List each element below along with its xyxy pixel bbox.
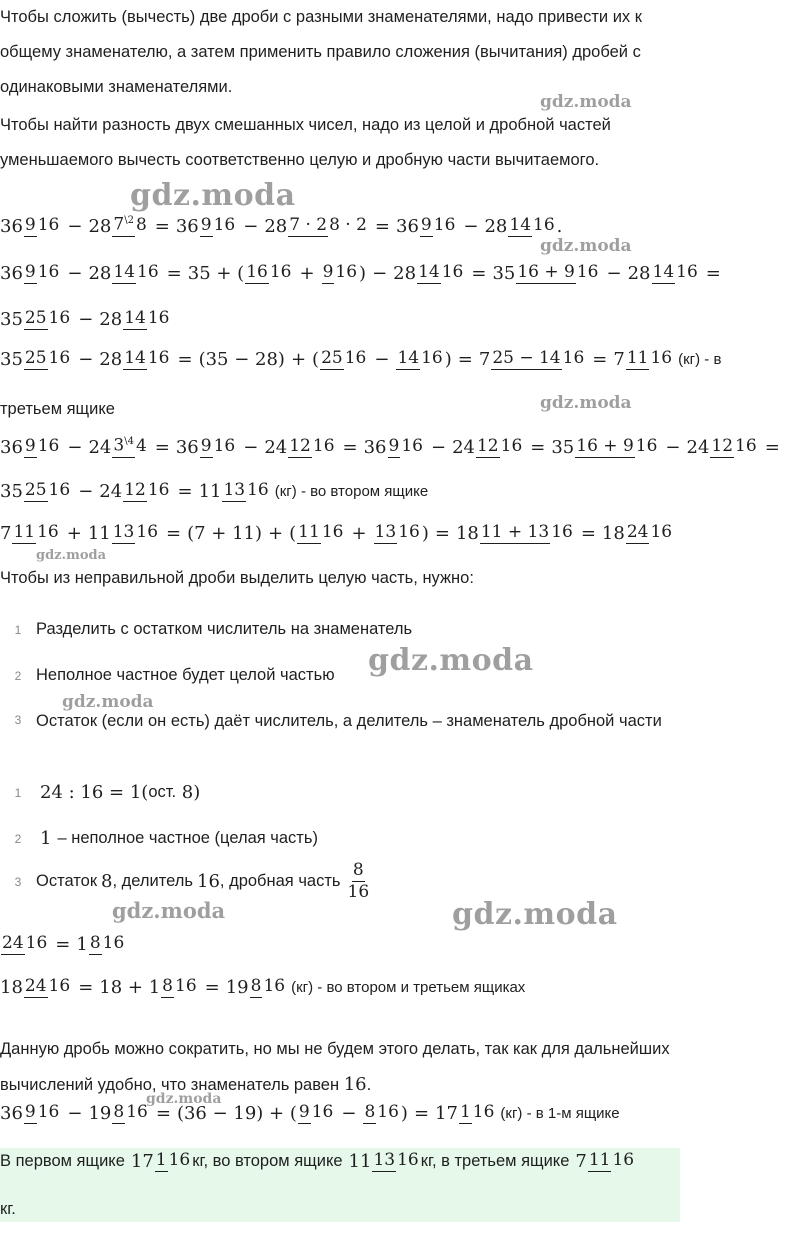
equation-second-box: 36 9 16 − 24 $3^{\backslash 4}$ 4 = 36 9 16 − 24 12 16 = 36 9 16 − 24 12 16 = 35 16 + 9 16 − 24 12 16 =: [0, 436, 780, 458]
note-text: Данную дробь можно сократить, но мы не будем этого делать, так как для дальнейших вычислений удобно, что знаменатель равен: [0, 1040, 670, 1094]
equation-extract-whole: 24 16 = 1 8 16: [2, 933, 125, 955]
step-ost-label: ост.: [148, 783, 177, 801]
step-number: 3: [14, 874, 22, 889]
first-box-unit: (кг) - в 1-м ящике: [500, 1104, 620, 1122]
rule-text: Остаток (если он есть) даёт числитель, а делитель – знаменатель дробной части: [36, 712, 662, 730]
watermark: gdz.moda: [540, 236, 632, 256]
equation-lcd: 36 9 16 − 28 $7^{\backslash 2}$ 8 = 36 9 16 − 28 7 · 2 8 · 2 = 36 9 16 − 28 14 16 .: [0, 215, 563, 237]
watermark: gdz.moda: [112, 898, 226, 923]
watermark: gdz.moda: [62, 692, 154, 712]
watermark: gdz.moda: [540, 393, 632, 413]
rule-item-1: [0, 620, 412, 639]
equation-borrow-cont: 35 25 16 − 28 14 16: [0, 308, 170, 330]
answer-tail: кг.: [0, 1200, 16, 1218]
third-box-unit: (кг) - в: [678, 350, 722, 368]
step-text: , делитель: [112, 872, 193, 890]
answer-text: В первом ящике: [0, 1151, 125, 1170]
rule-number: 1: [14, 622, 22, 637]
note-paragraph: Данную дробь можно сократить, но мы не будем этого делать, так как для дальнейших вычислений удобно, что знаменатель равен 16.: [0, 1040, 670, 1095]
watermark: gdz.moda: [368, 643, 534, 678]
equation-sum-boxes: 7 11 16 + 11 13 16 = (7 + 11) + ( 11 16 + 13 16 ) = 18 11 + 13 16 = 18 24 16: [0, 522, 673, 544]
equation-first-box: 36 9 16 − 19 8 16 = (36 − 19) + ( 9 16 − 8 16 ) = 17 1 16 (кг) - в 1-м ящике: [0, 1102, 620, 1124]
third-box-label: третьем ящике: [0, 400, 115, 418]
step-item-3: 3 Остаток 8 , делитель 16 , дробная часть $\frac{8}{16}$: [0, 862, 371, 901]
answer-line: В первом ящике 17 1 16 кг, во втором ящике 11 13 16 кг, в третьем ящике 7 11 16: [0, 1150, 635, 1172]
rule-item-2: [0, 666, 335, 685]
step-item-2: 2 1 – неполное частное (целая часть): [0, 828, 318, 849]
answer-text: кг, во втором ящике: [192, 1151, 343, 1170]
watermark: gdz.moda: [146, 1091, 222, 1107]
watermark: gdz.moda: [130, 178, 296, 213]
equation-second-box-cont: 35 25 16 − 24 12 16 = 11 13 16 (кг) - во втором ящике: [0, 480, 429, 502]
step-text: Остаток: [36, 872, 98, 890]
second-third-unit: (кг) - во втором и третьем ящиках: [291, 978, 526, 996]
second-box-unit: (кг) - во втором ящике: [274, 482, 429, 500]
rule-text: Неполное частное будет целой частью: [36, 666, 335, 684]
equation-third-box: 35 25 16 − 28 14 16 = (35 − 28) + ( 25 16 − 14 16 ) = 7 25 − 14 16 = 7 11 16 (кг) - в: [0, 348, 722, 370]
answer-text: кг, в третьем ящике: [420, 1151, 570, 1170]
intro-paragraph-2: Чтобы найти разность двух смешанных чисел, надо из целой и дробной частей уменьшаемого вычесть соответственно целую и дробную части вычитаемого.: [0, 116, 611, 169]
step-text: , дробная часть: [219, 872, 341, 890]
watermark: gdz.moda: [36, 548, 107, 563]
rule-text: Разделить с остатком числитель на знаменатель: [36, 620, 413, 638]
rule-title: Чтобы из неправильной дроби выделить целую часть, нужно:: [0, 569, 474, 587]
intro-paragraph-1: Чтобы сложить (вычесть) две дроби с разными знаменателями, надо привести их к общему знаменателю, а затем применить правило сложения (вычитания) дробей с одинаковыми знаменателями.: [0, 8, 642, 96]
rule-number: 3: [14, 713, 22, 727]
equation-borrow: 36 9 16 − 28 14 16 = 35 + ( 16 16 + 9 16 ) − 28 14 16 = 35 16 + 9 16 − 28 14 16 =: [0, 262, 721, 284]
step-number: 1: [14, 785, 22, 800]
equation-second-third: 18 24 16 = 18 + 1 8 16 = 19 8 16 (кг) - во втором и третьем ящиках: [0, 976, 526, 998]
rule-item-3: [0, 710, 676, 739]
step-number: 2: [14, 831, 22, 846]
watermark: gdz.moda: [452, 897, 618, 932]
rule-number: 2: [14, 668, 22, 683]
watermark: gdz.moda: [540, 92, 632, 112]
step-text: – неполное частное (целая часть): [57, 829, 318, 847]
step-division: 24 : 16 = 1(: [40, 782, 149, 803]
step-item-1: 1 24 : 16 = 1( ост. 8): [0, 782, 200, 803]
